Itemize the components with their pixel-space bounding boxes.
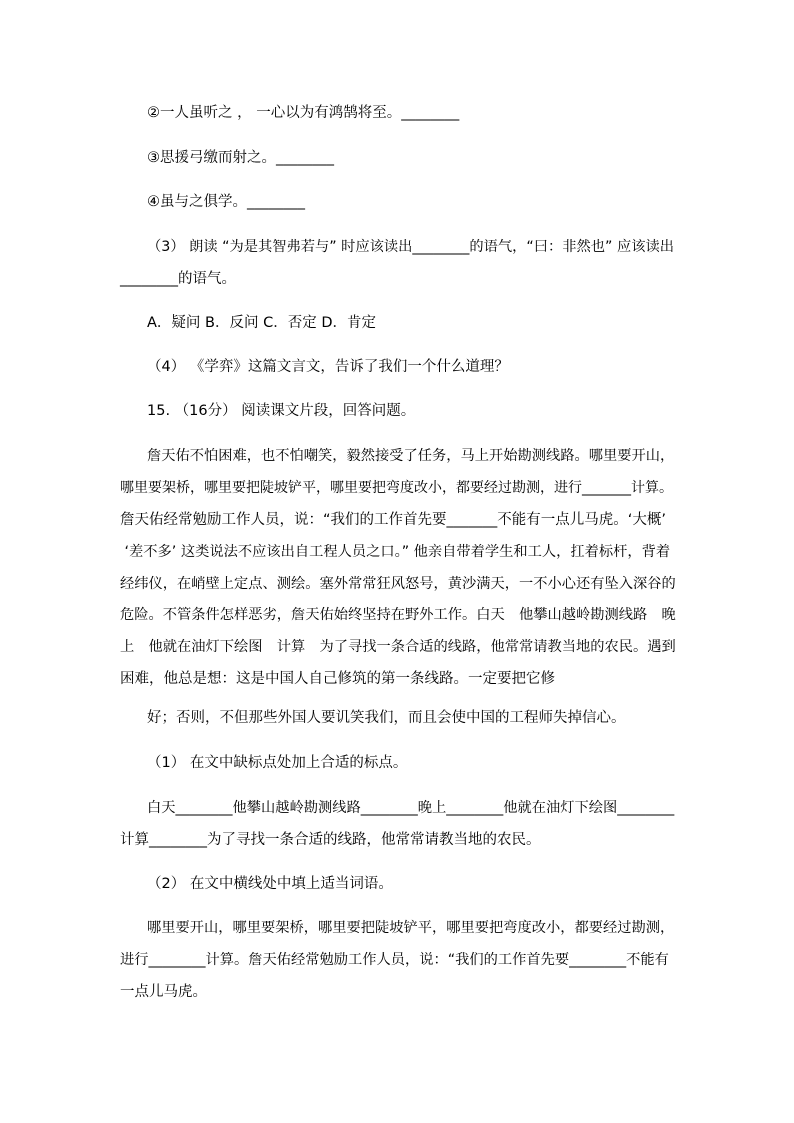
q14-sub4: （4） 《学弈》这篇文言文，告诉了我们一个什么道理？: [147, 359, 509, 375]
passage-line: 危险。不管条件怎样恶劣，詹天佑始终坚持在野外工作。白天 他攀山越岭勘测线路 晚: [120, 607, 676, 623]
q15-sub1-line1: 白天________他攀山越岭勘测线路________晚上________他就在油灯下绘图________: [147, 800, 675, 816]
passage-line: 上 他就在油灯下绘图 计算 为了寻找一条合适的线路，他常常请教当地的农民。遇到: [120, 639, 676, 655]
q15-header: 15. （16分） 阅读课文片段，回答问题。: [147, 403, 416, 419]
passage-line: ‘差不多’ 这类说法不应该出自工程人员之口。” 他亲自带着学生和工人，扛着标杆，背着: [120, 544, 671, 560]
q14-item2: ②一人虽听之 ， 一心以为有鸿鹄将至。________: [147, 105, 460, 121]
q14-sub3-line2: ________的语气。: [120, 271, 236, 287]
passage-line: 哪里要架桥，哪里要把陡坡铲平，哪里要把弯度改小，都要经过勘测，进行_______计算。: [120, 480, 673, 496]
q15-sub2-prompt: （2） 在文中横线处中填上适当词语。: [147, 876, 393, 892]
q14-item4: ④虽与之俱学。________: [147, 194, 305, 210]
passage-line: 詹天佑不怕困难，也不怕嘲笑，毅然接受了任务，马上开始勘测线路。哪里要开山，: [147, 448, 675, 464]
q14-options: A．疑问 B．反问 C．否定 D．肯定: [147, 315, 376, 331]
q15-sub2-line: 哪里要开山，哪里要架桥，哪里要把陡坡铲平，哪里要把弯度改小，都要经过勘测，: [147, 920, 675, 936]
passage-line: 詹天佑经常勉励工作人员，说：“我们的工作首先要_______不能有一点儿马虎。‘大概’: [120, 512, 666, 528]
q15-sub2-line: 进行________计算。詹天佑经常勉励工作人员，说：“我们的工作首先要________不能有: [120, 952, 669, 968]
q15-sub2-line: 一点儿马虎。: [120, 984, 207, 1000]
passage-line: 好；否则，不但那些外国人要讥笑我们，而且会使中国的工程师失掉信心。: [147, 710, 626, 726]
q15-sub1-line2: 计算________为了寻找一条合适的线路，他常常请教当地的农民。: [120, 832, 541, 848]
passage-line: 经纬仪，在峭壁上定点、测绘。塞外常常狂风怒号，黄沙满天，一不小心还有坠入深谷的: [120, 576, 676, 592]
q15-sub1-prompt: （1） 在文中缺标点处加上合适的标点。: [147, 755, 408, 771]
q14-item3: ③思援弓缴而射之。________: [147, 150, 334, 166]
passage-line: 困难，他总是想：这是中国人自己修筑的第一条线路。一定要把它修: [120, 671, 555, 687]
q14-sub3-line1: （3） 朗读 “为是其智弗若与” 时应该读出________的语气，“曰：非然也” 应该读出: [147, 239, 674, 255]
